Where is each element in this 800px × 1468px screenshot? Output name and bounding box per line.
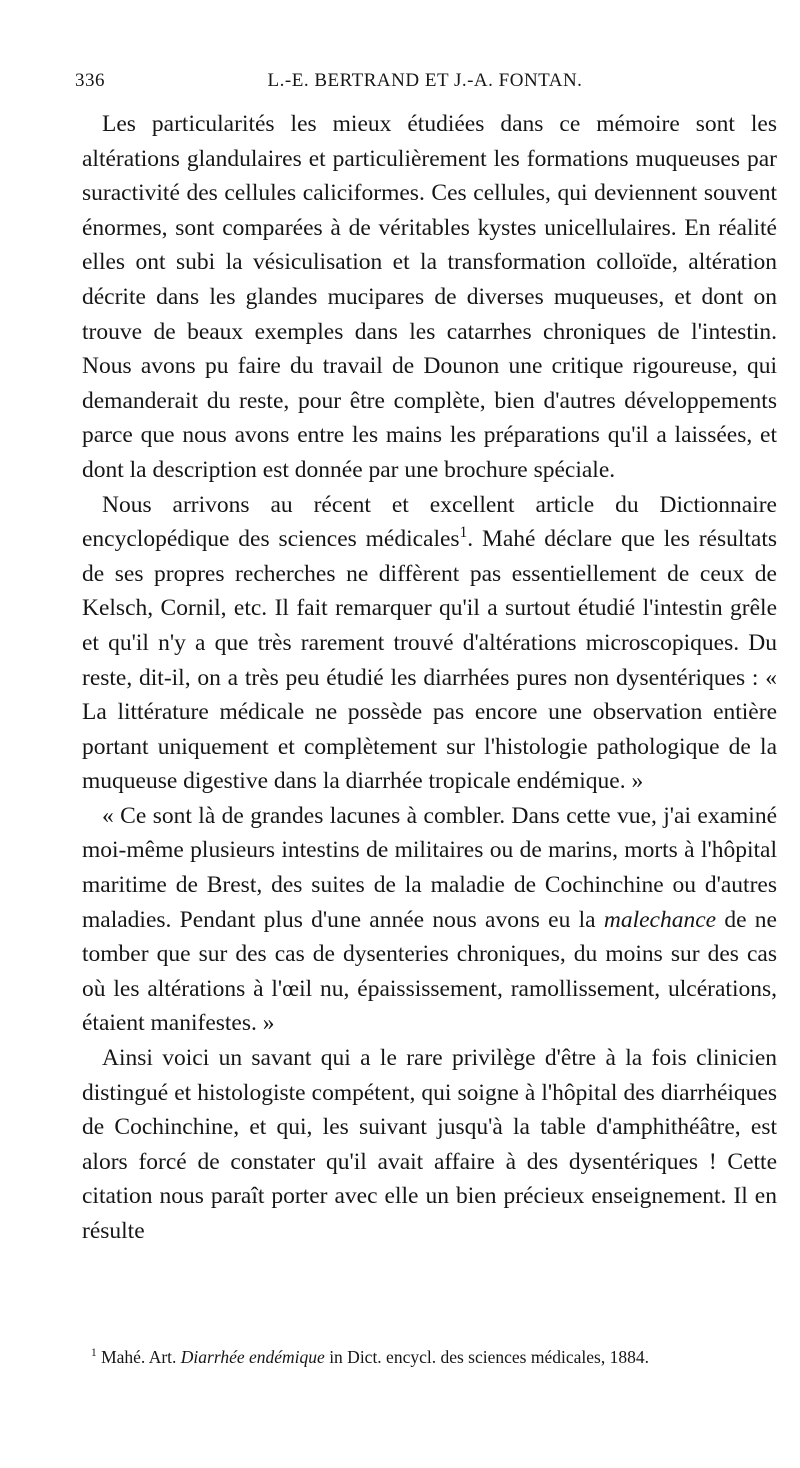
footnote-text: Mahé. Art. (101, 1347, 181, 1367)
footnote-mark: 1 (91, 1347, 97, 1360)
footnote-text: in Dict. encycl. des sciences médicales, 1884. (324, 1347, 649, 1367)
page-header (75, 70, 775, 100)
paragraph-text: « Ce sont là de grandes lacunes à combler. Dans cette vue, j'ai examiné moi-même plusieurs intestins de militaires ou de marins, morts à l'hôpital maritime de Brest, des suites de la maladie de Cochinchine ou d'autres maladies. Pendant plus d'une année nous avons eu la (82, 802, 777, 933)
paragraph-quotation (82, 799, 777, 1041)
paragraph-text: . Mahé déclare que les résultats de ses propres recherches ne diffèrent pas essentiellement de ceux de Kelsch, Cornil, etc. Il fait remarquer qu'il a surtout étudié l'intestin grêle et qu'il n'y a que très rarement trouvé d'altérations microscopiques. Du reste, dit-il, on a très peu étudié les diarrhées pures non dysentériques : « La littérature médicale ne possède pas encore une observation entière portant uniquement et complètement sur l'histologie pathologique de la muqueuse digestive dans la diarrhée tropicale endémique. » (82, 526, 778, 795)
body-text (82, 107, 777, 1249)
footnote-reference: 1 (459, 524, 468, 542)
paragraph-vesiculisation: Les particularités les mieux étudiées dans ce mémoire sont les altérations glandulaires et particulièrement les formations muqueuses par suractivité des cellules caliciformes. Ces cellules, qui deviennent souvent énormes, sont comparées à de véritables kystes unicellulaires. En réalité elles ont subi la vésiculisation et la transformation colloïde, altération décrite dans les glandes mucipares de diverses muqueuses, et dont on trouve de beaux exemples dans les catarrhes chroniques de l'intestin. Nous avons pu faire du travail de Dounon une critique rigoureuse, qui demanderait du reste, pour être complète, bien d'autres développements parce que nous avons entre les mains les préparations qu'il a laissées, et dont la description est donnée par une brochure spéciale. (82, 111, 777, 483)
running-head: L.-E. BERTRAND ET J.-A. FONTAN. (267, 70, 583, 91)
italic-word: malechance (603, 906, 717, 933)
paragraph-text: Nous arrivons au récent et excellent article du Dictionnaire encyclopédique des sciences médicales (82, 491, 777, 553)
footnote (82, 1346, 777, 1368)
paragraph-conclusion: Ainsi voici un savant qui a le rare privilège d'être à la fois clinicien distingué et histologiste compétent, qui soigne à l'hôpital des diarrhéiques de Cochinchine, et qui, les suivant jusqu'à la table d'amphithéâtre, est alors forcé de constater qu'il avait affaire à des dysentériques ! Cette citation nous paraît porter avec elle un bien précieux enseignement. Il en résulte (82, 1045, 777, 1244)
page-number: 336 (75, 70, 105, 91)
footnote-italic-title: Diarrhée endémique (180, 1347, 325, 1367)
paragraph-text: de ne tomber que sur des cas de dysenteries chroniques, du moins sur des cas où les altérations à l'œil nu, épaississement, ramollissement, ulcérations, étaient manifestes. » (82, 906, 777, 1037)
paragraph-mahe-article (82, 488, 777, 799)
